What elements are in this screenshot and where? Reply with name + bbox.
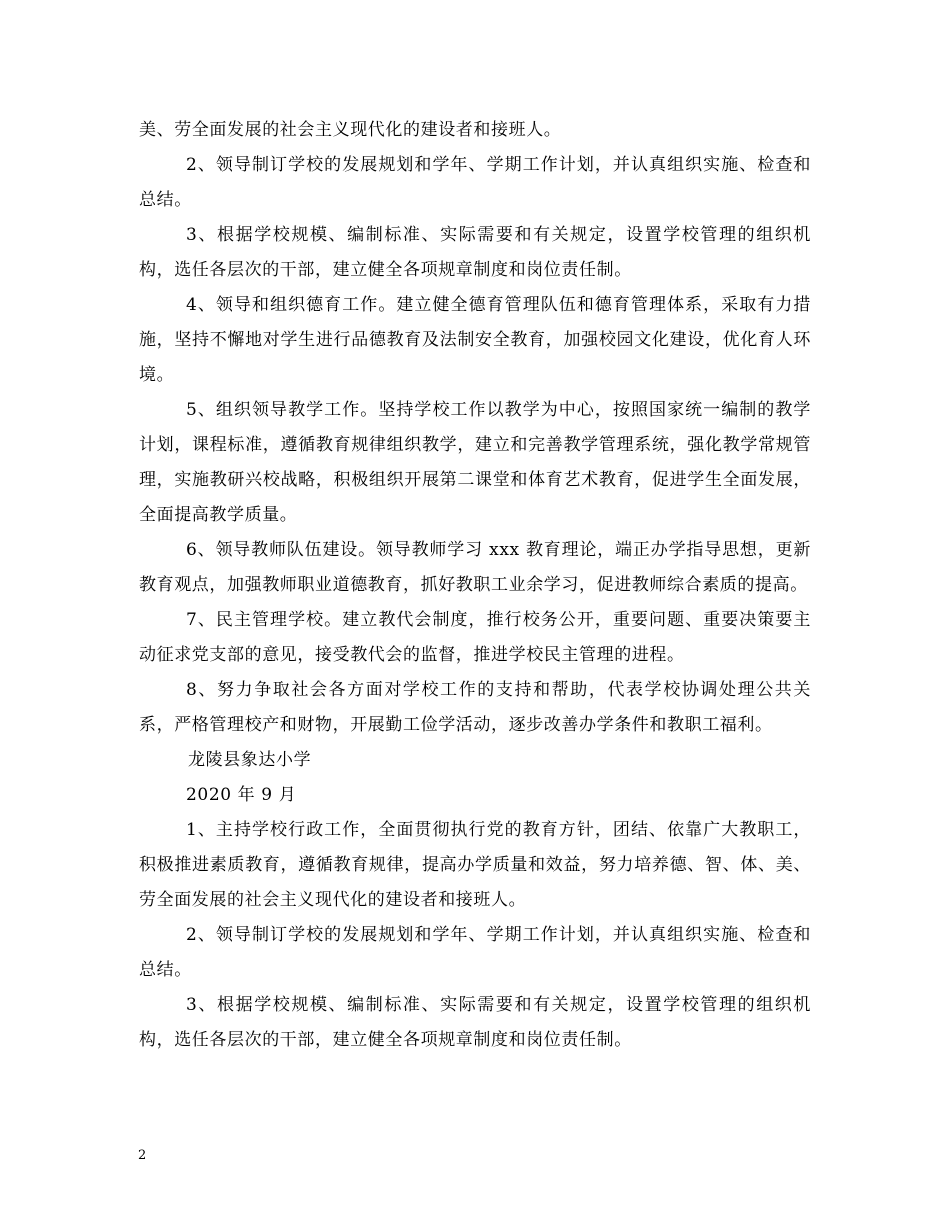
signature-date: 2020 年 9 月 — [186, 785, 297, 805]
paragraph-duty-7: 7、民主管理学校。建立教代会制度，推行校务公开，重要问题、重要决策要主动征求党支部的意见，接受教代会的监督，推进学校民主管理的进程。 — [139, 610, 811, 665]
paragraph-duty-2: 2、领导制订学校的发展规划和学年、学期工作计划，并认真组织实施、检查和总结。 — [139, 155, 811, 210]
paragraph-duty-3-repeat: 3、根据学校规模、编制标准、实际需要和有关规定，设置学校管理的组织机构，选任各层次的干部，建立健全各项规章制度和岗位责任制。 — [139, 995, 811, 1050]
paragraph-duty-3: 3、根据学校规模、编制标准、实际需要和有关规定，设置学校管理的组织机构，选任各层次的干部，建立健全各项规章制度和岗位责任制。 — [139, 225, 811, 280]
paragraph-duty-1-repeat: 1、主持学校行政工作，全面贯彻执行党的教育方针，团结、依靠广大教职工，积极推进素质教育，遵循教育规律，提高办学质量和效益，努力培养德、智、体、美、劳全面发展的社会主义现代化的建设者和接班人。 — [139, 820, 811, 910]
document-body — [139, 113, 811, 1058]
signature-school-name: 龙陵县象达小学 — [188, 750, 312, 770]
paragraph-continuation: 美、劳全面发展的社会主义现代化的建设者和接班人。 — [139, 120, 562, 140]
page-number: 2 — [138, 1148, 147, 1163]
paragraph-duty-6: 6、领导教师队伍建设。领导教师学习 xxx 教育理论，端正办学指导思想，更新教育观点，加强教师职业道德教育，抓好教职工业余学习，促进教师综合素质的提高。 — [139, 540, 811, 595]
paragraph-duty-4: 4、领导和组织德育工作。建立健全德育管理队伍和德育管理体系，采取有力措施，坚持不懈地对学生进行品德教育及法制安全教育，加强校园文化建设，优化育人环境。 — [139, 295, 811, 385]
paragraph-duty-5: 5、组织领导教学工作。坚持学校工作以教学为中心，按照国家统一编制的教学计划，课程标准，遵循教育规律组织教学，建立和完善教学管理系统，强化教学常规管理，实施教研兴校战略，积极组织开展第二课堂和体育艺术教育，促进学生全面发展，全面提高教学质量。 — [139, 400, 811, 525]
paragraph-duty-8: 8、努力争取社会各方面对学校工作的支持和帮助，代表学校协调处理公共关系，严格管理校产和财物，开展勤工俭学活动，逐步改善办学条件和教职工福利。 — [139, 680, 811, 735]
paragraph-duty-2-repeat: 2、领导制订学校的发展规划和学年、学期工作计划，并认真组织实施、检查和总结。 — [139, 925, 811, 980]
